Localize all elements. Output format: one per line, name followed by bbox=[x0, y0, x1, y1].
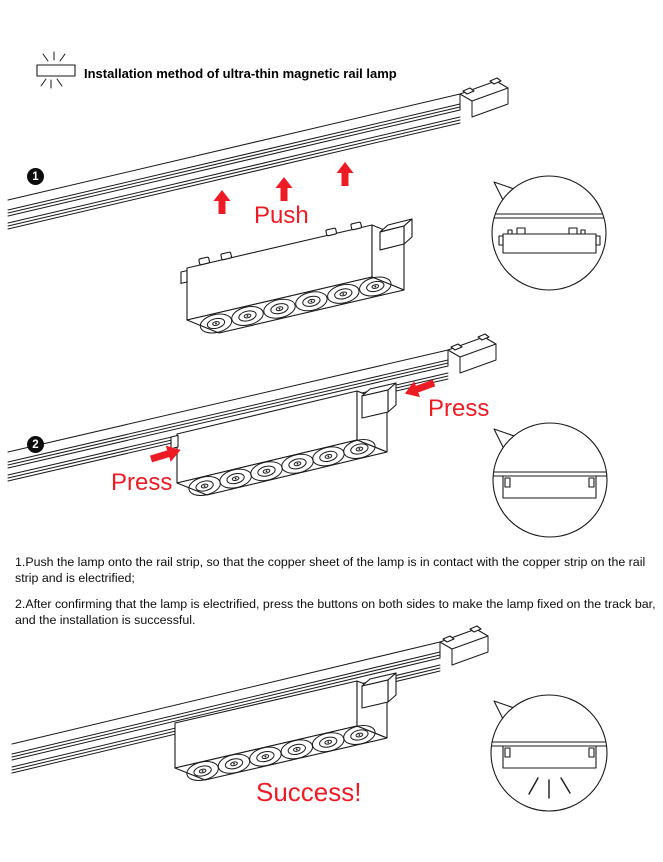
step3-lamp bbox=[175, 673, 396, 783]
page-title: Installation method of ultra-thin magnetic rail lamp bbox=[84, 66, 397, 81]
step2-lamp bbox=[171, 383, 396, 498]
step2-number-badge bbox=[27, 436, 44, 453]
instruction-step-2: 2.After confirming that the lamp is electrified, press the buttons on both sides to make the lamp fixed on the track bar, and the installation is successful. bbox=[15, 597, 656, 627]
step1-number-badge bbox=[27, 168, 44, 185]
step3-detail-bubble bbox=[491, 695, 607, 811]
step2-detail-bubble bbox=[493, 423, 607, 537]
press-label-right: Press bbox=[428, 395, 490, 422]
instruction-step-1: 1.Push the lamp onto the rail strip, so that the copper sheet of the lamp is in contact with the copper strip on the rail strip and is electrified; bbox=[15, 555, 646, 585]
step2-number: 2 bbox=[32, 438, 39, 451]
success-label: Success! bbox=[256, 777, 362, 807]
step1-lamp bbox=[181, 219, 412, 336]
step1-detail-bubble bbox=[492, 176, 607, 290]
step1-number: 1 bbox=[32, 170, 39, 183]
push-label: Push bbox=[254, 202, 309, 229]
press-label-left: Press bbox=[111, 469, 173, 496]
